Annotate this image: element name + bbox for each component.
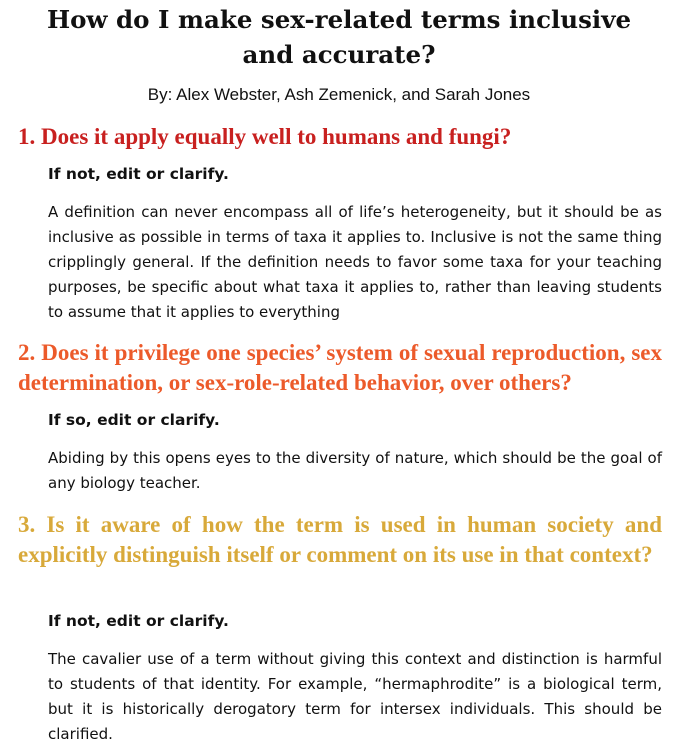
page-title: How do I make sex-related terms inclusive and accurate? xyxy=(46,5,632,69)
section-3-subheading: If not, edit or clarify. xyxy=(48,612,229,630)
section-3-heading: 3. Is it aware of how the term is used in human society and explicitly distinguish itself or comment on its use in that context? xyxy=(18,512,662,567)
byline: By: Alex Webster, Ash Zemenick, and Sarah Jones xyxy=(147,85,531,104)
section-1-heading: 1. Does it apply equally well to humans and fungi? xyxy=(18,124,512,149)
section-3-body: The cavalier use of a term without giving this context and distinction is harmful to students of that identity. For example, “hermaphrodite” is a biological term, but it is historically derogatory term for intersex individuals. This should be clarified. xyxy=(48,650,662,743)
section-1-body: A definition can never encompass all of life’s heterogeneity, but it should be as inclusive as possible in terms of taxa it applies to. Inclusive is not the same thing cripplingly general. If the definition needs to favor some taxa for your teaching purposes, be specific about what taxa it applies to, rather than leaving students to assume that it applies to everything xyxy=(48,203,662,321)
section-1-subheading: If not, edit or clarify. xyxy=(48,165,229,183)
section-2-body: Abiding by this opens eyes to the diversity of nature, which should be the goal of any biology teacher. xyxy=(48,449,662,492)
section-2-heading: 2. Does it privilege one species’ system of sexual reproduction, sex determination, or sex-role-related behavior, over others? xyxy=(18,340,662,395)
section-2-subheading: If so, edit or clarify. xyxy=(48,411,220,429)
